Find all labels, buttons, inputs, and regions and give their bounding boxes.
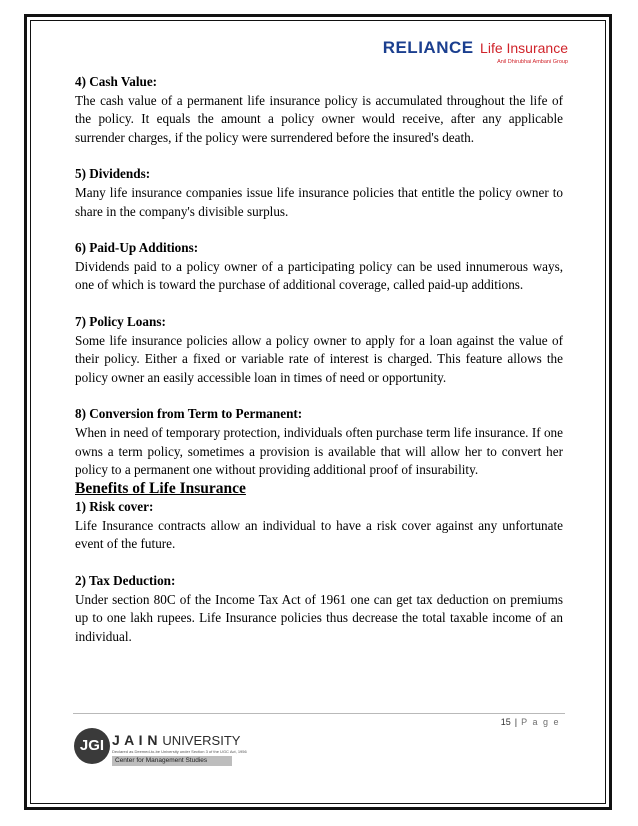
reliance-tagline: Anil Dhirubhai Ambani Group xyxy=(497,59,568,65)
jgi-emblem: JGI xyxy=(74,728,110,764)
reliance-logo xyxy=(383,38,568,65)
benefits-title: Benefits of Life Insurance xyxy=(75,479,246,497)
benefit-risk-cover xyxy=(75,498,563,554)
section-heading: 7) Policy Loans: xyxy=(75,313,166,329)
section-heading: 1) Risk cover: xyxy=(75,499,154,515)
section-heading: 8) Conversion from Term to Permanent: xyxy=(75,406,303,422)
jain-subtext: Declared as Deemed-to-be University under Section 3 of the UGC Act, 1956 xyxy=(112,749,247,754)
page-word: P a g e xyxy=(521,717,560,727)
jain-name-main: J A I N xyxy=(112,732,159,748)
page-number xyxy=(501,717,560,727)
section-heading: 5) Dividends: xyxy=(75,166,151,182)
section-body: Many life insurance companies issue life insurance policies that entitle the policy owner to share in the company's divisible surplus. xyxy=(75,184,563,219)
section-heading: 6) Paid-Up Additions: xyxy=(75,240,199,256)
section-policy-loans xyxy=(75,313,563,387)
section-dividends xyxy=(75,165,563,221)
jain-name xyxy=(112,732,240,748)
jain-name-suffix: UNIVERSITY xyxy=(162,733,241,748)
reliance-brand: RELIANCE xyxy=(382,38,474,57)
section-heading: 4) Cash Value: xyxy=(75,74,158,89)
section-body: Some life insurance policies allow a policy owner to apply for a loan against the value of their policy. Either a fixed or variable rate of interest is charged. This feature allows the policy owner an easily accessible loan in times of need or opportunity. xyxy=(75,332,563,385)
section-body: Dividends paid to a policy owner of a participating policy can be used innumerous ways, one of which is toward the purchase of additional coverage, called paid-up additions. xyxy=(75,258,563,293)
section-conversion xyxy=(75,405,563,479)
document-body xyxy=(75,73,563,664)
section-body: Under section 80C of the Income Tax Act of 1961 one can get tax deduction on premiums up to one lakh rupees. Life Insurance policies thus decrease the total taxable income of an individual. xyxy=(75,591,563,644)
page-number-value: 15 xyxy=(500,717,511,727)
reliance-brand-suffix: Life Insurance xyxy=(480,40,568,56)
footer-divider xyxy=(73,713,565,714)
section-cash-value xyxy=(75,73,563,147)
benefit-tax-deduction xyxy=(75,572,563,646)
section-heading: 2) Tax Deduction: xyxy=(75,573,176,589)
section-paid-up-additions xyxy=(75,239,563,295)
section-body: When in need of temporary protection, individuals often purchase term life insurance. If one owns a term policy, sometimes a provision is available that will allow her to convert her policy to a permanent one without providing additional proof of insurability. xyxy=(75,424,563,478)
section-body: Life Insurance contracts allow an individual to have a risk cover against any unfortunate event of the future. xyxy=(75,517,563,552)
jain-center-label: Center for Management Studies xyxy=(112,756,232,766)
section-body: The cash value of a permanent life insurance policy is accumulated throughout the life of the policy. It equals the amount a policy owner would receive, after any applicable surrender charges, if the policy were surrendered before the insured's death. xyxy=(75,92,563,145)
jain-university-logo xyxy=(74,724,247,774)
page-number-separator: | xyxy=(514,717,518,727)
